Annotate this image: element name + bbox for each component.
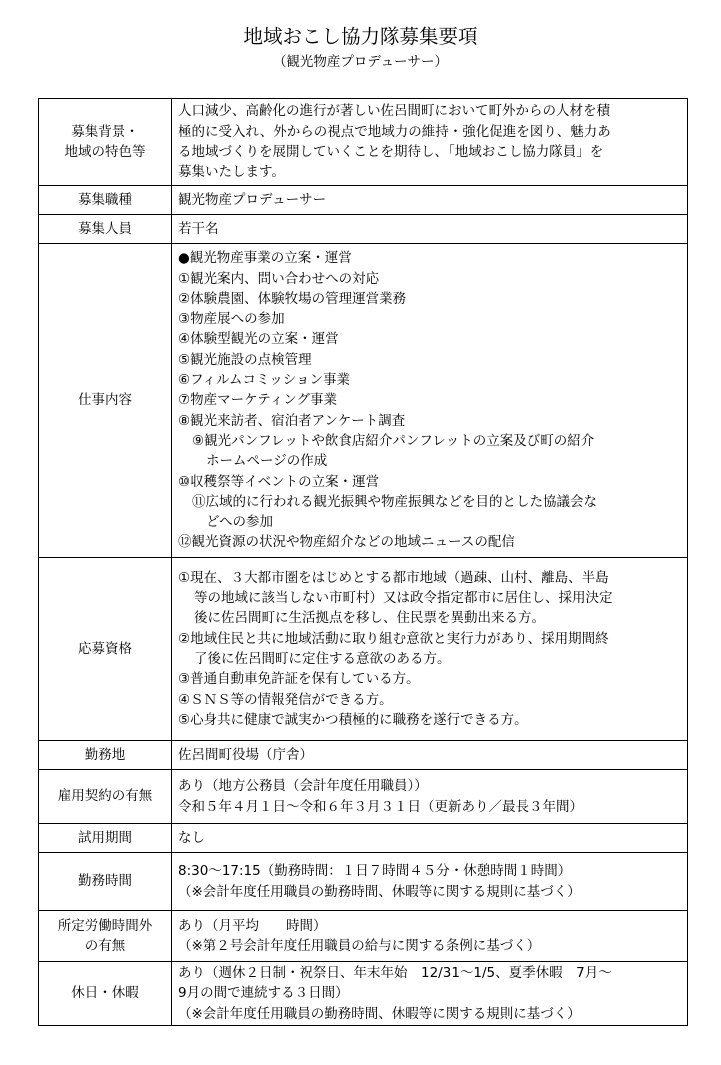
row-content-qualifications: [172, 558, 688, 741]
content-line: ③普通自動車免許証を保有している方。: [178, 671, 420, 688]
label-line: 募集人員: [78, 220, 132, 237]
table-row: [39, 558, 688, 741]
row-label-probation: [39, 824, 172, 853]
row-label-qualifications: [39, 558, 172, 741]
content-line: ⑦物産マーケティング事業: [178, 392, 337, 409]
content-line: 観光物産プロデューサー: [178, 191, 327, 208]
content-line: ⑪広域的に行われる観光振興や物産振興などを目的とした協議会な: [192, 493, 597, 510]
content-line: ⑧観光来訪者、宿泊者アンケート調査: [178, 412, 406, 429]
document-title: 地域おこし協力隊募集要項: [243, 25, 478, 48]
row-label-job-type: [39, 186, 172, 215]
label-line: 勤務時間: [78, 873, 132, 890]
label-line: 地域の特色等: [64, 144, 146, 160]
label-line: 募集職種: [78, 191, 132, 208]
content-line: 佐呂間町役場（庁舎）: [178, 746, 313, 763]
table-row: [39, 741, 688, 770]
table-row: [39, 244, 688, 558]
content-line: ⑫観光資源の状況や物産紹介などの地域ニュースの配信: [178, 534, 515, 551]
content-line: 9月の間で連続する３日間）: [178, 985, 349, 1002]
label-line: 雇用契約の有無: [57, 788, 153, 805]
content-line: （※会計年度任用職員の勤務時間、休暇等に関する規則に基づく）: [178, 1005, 581, 1022]
content-line: 募集いたします。: [178, 164, 285, 181]
content-line: ②地域住民と共に地域活動に取り組む意欲と実行力があり、採用期間終: [178, 630, 609, 647]
content-line: 人口減少、高齢化の進行が著しい佐呂間町において町外からの人材を積: [178, 103, 610, 120]
row-label-background: [39, 99, 172, 186]
label-line: 試用期間: [78, 829, 132, 846]
content-line: ⑨観光パンフレットや飲食店紹介パンフレットの立案及び町の紹介: [192, 432, 595, 449]
content-line: 極的に受入れ、外からの視点で地域力の維持・強化促進を図り、魅力あ: [178, 123, 611, 140]
row-content-overtime: [172, 911, 688, 962]
label-line: 仕事内容: [78, 392, 132, 409]
content-line: ④ＳＮＳ等の情報発信ができる方。: [178, 691, 393, 708]
row-content-openings: [172, 215, 688, 244]
row-content-probation: [172, 824, 688, 853]
table-row: [39, 770, 688, 824]
row-label-contract: [39, 770, 172, 824]
label-line: の有無: [84, 938, 126, 954]
content-line: る地域づくりを展開していくことを期待し、「地域おこし協力隊員」を: [178, 144, 604, 160]
content-line: ②体験農園、体験牧場の管理運営業務: [178, 290, 407, 307]
table-row: [39, 186, 688, 215]
content-line: ⑥フィルムコミッション事業: [178, 372, 350, 389]
row-content-contract: [172, 770, 688, 824]
label-line: 所定労働時間外: [57, 917, 153, 934]
table-row: [39, 824, 688, 853]
content-line: ホームページの作成: [206, 453, 328, 470]
content-line: （※第２号会計年度任用職員の給与に関する条例に基づく）: [178, 938, 541, 954]
content-line: あり（月平均 時間）: [178, 917, 327, 934]
content-line: 令和５年４月１日～令和６年３月３１日（更新あり／最長３年間）: [178, 798, 583, 815]
content-line: （※会計年度任用職員の勤務時間、休暇等に関する規則に基づく）: [178, 883, 581, 900]
row-content-background: [172, 99, 688, 186]
content-line: ④体験型観光の立案・運営: [178, 331, 339, 348]
table-row: [39, 215, 688, 244]
content-line: ③物産展への参加: [178, 311, 285, 328]
row-label-openings: [39, 215, 172, 244]
content-line: なし: [178, 829, 205, 846]
content-line: あり（週休２日制・祝祭日、年末年始 12/31～1/5、夏季休暇 7月～: [178, 965, 612, 982]
row-label-duties: [39, 244, 172, 558]
content-line: 等の地域に該当しない市町村）又は政令指定都市に居住し、採用決定: [194, 590, 613, 607]
requirements-table: [38, 98, 688, 1026]
row-content-duties: [172, 244, 688, 558]
content-line: 後に佐呂間町に生活拠点を移し、住民票を異動出来る方。: [194, 610, 545, 627]
content-line: どへの参加: [206, 514, 273, 531]
row-content-holidays: [172, 962, 688, 1026]
table-row: [39, 99, 688, 186]
label-line: 休日・休暇: [71, 985, 139, 1002]
content-line: ●観光物産事業の立案・運営: [178, 250, 352, 267]
row-label-working-hours: [39, 853, 172, 911]
content-line: 8:30～17:15（勤務時間：１日７時間４５分・休憩時間１時間）: [178, 863, 572, 880]
row-label-overtime: [39, 911, 172, 962]
row-content-job-type: [172, 186, 688, 215]
row-label-holidays: [39, 962, 172, 1026]
row-content-workplace: [172, 741, 688, 770]
label-line: 勤務地: [84, 746, 126, 763]
content-line: ⑩収穫祭等イベントの立案・運営: [178, 473, 380, 490]
content-line: 若干名: [178, 220, 219, 237]
content-line: ⑤心身共に健康で誠実かつ積極的に職務を遂行できる方。: [178, 711, 528, 728]
content-line: ⑤観光施設の点検管理: [178, 351, 312, 368]
content-line: 了後に佐呂間町に定住する意欲のある方。: [194, 651, 451, 667]
document-subtitle: （観光物産プロデューサー）: [272, 54, 449, 70]
content-line: ①観光案内、問い合わせへの対応: [178, 270, 380, 287]
label-line: 応募資格: [78, 640, 132, 657]
content-line: あり（地方公務員（会計年度任用職員））: [178, 778, 428, 795]
row-label-workplace: [39, 741, 172, 770]
label-line: 募集背景・: [71, 123, 139, 140]
table-row: [39, 853, 688, 911]
table-row: [39, 962, 688, 1026]
table-row: [39, 911, 688, 962]
row-content-working-hours: [172, 853, 688, 911]
content-line: ①現在、３大都市圏をはじめとする都市地域（過疎、山村、離島、半島: [178, 569, 609, 586]
